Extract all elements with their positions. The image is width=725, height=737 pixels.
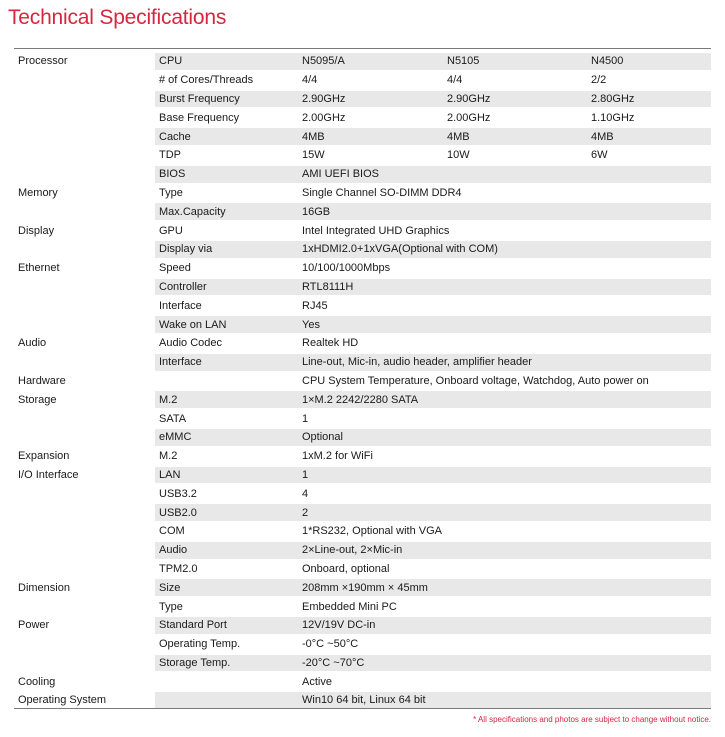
spec-value: 16GB bbox=[298, 203, 711, 222]
spec-value: 1 bbox=[298, 410, 711, 429]
spec-category bbox=[14, 485, 155, 504]
spec-row bbox=[14, 561, 711, 580]
spec-value-v2: 4MB bbox=[443, 128, 587, 147]
spec-category bbox=[14, 147, 155, 166]
spec-value: 1 bbox=[298, 467, 711, 486]
spec-value-v3: 2/2 bbox=[587, 72, 711, 91]
spec-value-v2: 10W bbox=[443, 147, 587, 166]
spec-item: COM bbox=[155, 523, 298, 542]
spec-category: Memory bbox=[14, 185, 155, 204]
spec-category: Audio bbox=[14, 335, 155, 354]
spec-row bbox=[14, 260, 711, 279]
spec-value: 10/100/1000Mbps bbox=[298, 260, 711, 279]
spec-row bbox=[14, 636, 711, 655]
spec-value: Win10 64 bit, Linux 64 bit bbox=[298, 692, 711, 711]
spec-category bbox=[14, 279, 155, 298]
spec-category bbox=[14, 598, 155, 617]
spec-row bbox=[14, 109, 711, 128]
spec-value-v1: 4MB bbox=[298, 128, 443, 147]
bottom-divider bbox=[14, 708, 711, 709]
spec-value: AMI UEFI BIOS bbox=[298, 166, 711, 185]
spec-row bbox=[14, 617, 711, 636]
spec-value-v2: 4/4 bbox=[443, 72, 587, 91]
spec-value-v3: 2.80GHz bbox=[587, 91, 711, 110]
spec-row bbox=[14, 598, 711, 617]
spec-item: Interface bbox=[155, 297, 298, 316]
spec-value-v1: N5095/A bbox=[298, 53, 443, 72]
spec-row bbox=[14, 410, 711, 429]
spec-value: 1xHDMI2.0+1xVGA(Optional with COM) bbox=[298, 241, 711, 260]
spec-item: Standard Port bbox=[155, 617, 298, 636]
spec-category bbox=[14, 542, 155, 561]
spec-item: Audio bbox=[155, 542, 298, 561]
spec-value: -20°C ~70°C bbox=[298, 655, 711, 674]
spec-item: USB3.2 bbox=[155, 485, 298, 504]
spec-category bbox=[14, 241, 155, 260]
spec-value-v3: 6W bbox=[587, 147, 711, 166]
spec-category bbox=[14, 72, 155, 91]
spec-item: Max.Capacity bbox=[155, 203, 298, 222]
spec-category: Processor bbox=[14, 53, 155, 72]
spec-value-v3: 4MB bbox=[587, 128, 711, 147]
spec-item: BIOS bbox=[155, 166, 298, 185]
spec-row bbox=[14, 297, 711, 316]
spec-value: 4 bbox=[298, 485, 711, 504]
spec-item: USB2.0 bbox=[155, 504, 298, 523]
spec-category bbox=[14, 203, 155, 222]
spec-category bbox=[14, 128, 155, 147]
spec-table bbox=[14, 53, 711, 711]
spec-value: 2×Line-out, 2×Mic-in bbox=[298, 542, 711, 561]
spec-category bbox=[14, 504, 155, 523]
spec-category bbox=[14, 636, 155, 655]
spec-item: Type bbox=[155, 598, 298, 617]
spec-item: Wake on LAN bbox=[155, 316, 298, 335]
spec-row bbox=[14, 673, 711, 692]
spec-row bbox=[14, 429, 711, 448]
page-title: Technical Specifications bbox=[8, 6, 227, 29]
spec-category bbox=[14, 429, 155, 448]
spec-value: Optional bbox=[298, 429, 711, 448]
spec-item: Display via bbox=[155, 241, 298, 260]
spec-value: Realtek HD bbox=[298, 335, 711, 354]
spec-category bbox=[14, 316, 155, 335]
spec-row bbox=[14, 467, 711, 486]
disclaimer-note: * All specifications and photos are subject to change without notice. bbox=[473, 715, 711, 724]
spec-value: 2 bbox=[298, 504, 711, 523]
spec-value: 1*RS232, Optional with VGA bbox=[298, 523, 711, 542]
spec-item: Operating Temp. bbox=[155, 636, 298, 655]
spec-value: CPU System Temperature, Onboard voltage, Watchdog, Auto power on bbox=[298, 373, 711, 392]
spec-row bbox=[14, 53, 711, 72]
spec-category: Dimension bbox=[14, 579, 155, 598]
spec-value: Onboard, optional bbox=[298, 561, 711, 580]
spec-row bbox=[14, 579, 711, 598]
spec-value: Line-out, Mic-in, audio header, amplifier header bbox=[298, 354, 711, 373]
spec-value: 1×M.2 2242/2280 SATA bbox=[298, 391, 711, 410]
spec-row bbox=[14, 655, 711, 674]
spec-item: Burst Frequency bbox=[155, 91, 298, 110]
spec-value: RJ45 bbox=[298, 297, 711, 316]
spec-item: SATA bbox=[155, 410, 298, 429]
spec-row bbox=[14, 203, 711, 222]
spec-value: Yes bbox=[298, 316, 711, 335]
spec-item: Interface bbox=[155, 354, 298, 373]
spec-value-v3: 1.10GHz bbox=[587, 109, 711, 128]
spec-category bbox=[14, 561, 155, 580]
spec-value: Active bbox=[298, 673, 711, 692]
spec-category: Power bbox=[14, 617, 155, 636]
spec-value: RTL8111H bbox=[298, 279, 711, 298]
spec-value: Embedded Mini PC bbox=[298, 598, 711, 617]
spec-category: Storage bbox=[14, 391, 155, 410]
spec-value-v1: 2.00GHz bbox=[298, 109, 443, 128]
spec-item: # of Cores/Threads bbox=[155, 72, 298, 91]
spec-row bbox=[14, 354, 711, 373]
spec-value-v2: 2.00GHz bbox=[443, 109, 587, 128]
spec-row bbox=[14, 91, 711, 110]
spec-row bbox=[14, 72, 711, 91]
spec-value: 208mm ×190mm × 45mm bbox=[298, 579, 711, 598]
spec-row bbox=[14, 335, 711, 354]
top-divider bbox=[14, 48, 711, 49]
spec-category: Expansion bbox=[14, 448, 155, 467]
spec-item: M.2 bbox=[155, 448, 298, 467]
spec-item: Storage Temp. bbox=[155, 655, 298, 674]
spec-row bbox=[14, 147, 711, 166]
spec-row bbox=[14, 128, 711, 147]
spec-item: LAN bbox=[155, 467, 298, 486]
spec-category bbox=[14, 655, 155, 674]
spec-item bbox=[155, 373, 298, 392]
spec-item: eMMC bbox=[155, 429, 298, 448]
spec-value-v1: 2.90GHz bbox=[298, 91, 443, 110]
spec-value: 1xM.2 for WiFi bbox=[298, 448, 711, 467]
spec-row bbox=[14, 316, 711, 335]
spec-row bbox=[14, 448, 711, 467]
spec-category bbox=[14, 523, 155, 542]
spec-row bbox=[14, 166, 711, 185]
spec-item: CPU bbox=[155, 53, 298, 72]
spec-item: GPU bbox=[155, 222, 298, 241]
spec-value-v3: N4500 bbox=[587, 53, 711, 72]
spec-row bbox=[14, 241, 711, 260]
spec-row bbox=[14, 222, 711, 241]
spec-row bbox=[14, 504, 711, 523]
spec-category bbox=[14, 354, 155, 373]
spec-value: -0°C ~50°C bbox=[298, 636, 711, 655]
spec-value-v2: 2.90GHz bbox=[443, 91, 587, 110]
spec-category: Display bbox=[14, 222, 155, 241]
spec-category bbox=[14, 91, 155, 110]
spec-value: Single Channel SO-DIMM DDR4 bbox=[298, 185, 711, 204]
spec-item: M.2 bbox=[155, 391, 298, 410]
spec-item: Base Frequency bbox=[155, 109, 298, 128]
spec-category bbox=[14, 166, 155, 185]
spec-row bbox=[14, 373, 711, 392]
spec-item: Size bbox=[155, 579, 298, 598]
spec-category: Ethernet bbox=[14, 260, 155, 279]
spec-category bbox=[14, 297, 155, 316]
spec-row bbox=[14, 542, 711, 561]
spec-item bbox=[155, 673, 298, 692]
spec-value-v1: 15W bbox=[298, 147, 443, 166]
spec-row bbox=[14, 391, 711, 410]
spec-category: I/O Interface bbox=[14, 467, 155, 486]
spec-value: Intel Integrated UHD Graphics bbox=[298, 222, 711, 241]
spec-category bbox=[14, 410, 155, 429]
spec-table-body bbox=[14, 53, 711, 711]
spec-category: Operating System bbox=[14, 692, 155, 711]
spec-row bbox=[14, 523, 711, 542]
spec-value: 12V/19V DC-in bbox=[298, 617, 711, 636]
spec-row bbox=[14, 279, 711, 298]
spec-item: TPM2.0 bbox=[155, 561, 298, 580]
spec-item: Speed bbox=[155, 260, 298, 279]
spec-category bbox=[14, 109, 155, 128]
spec-row bbox=[14, 485, 711, 504]
spec-item: Cache bbox=[155, 128, 298, 147]
spec-item: Controller bbox=[155, 279, 298, 298]
spec-item: Audio Codec bbox=[155, 335, 298, 354]
spec-item: Type bbox=[155, 185, 298, 204]
spec-value-v1: 4/4 bbox=[298, 72, 443, 91]
spec-category: Hardware bbox=[14, 373, 155, 392]
spec-row bbox=[14, 185, 711, 204]
spec-value-v2: N5105 bbox=[443, 53, 587, 72]
spec-item: TDP bbox=[155, 147, 298, 166]
spec-category: Cooling bbox=[14, 673, 155, 692]
